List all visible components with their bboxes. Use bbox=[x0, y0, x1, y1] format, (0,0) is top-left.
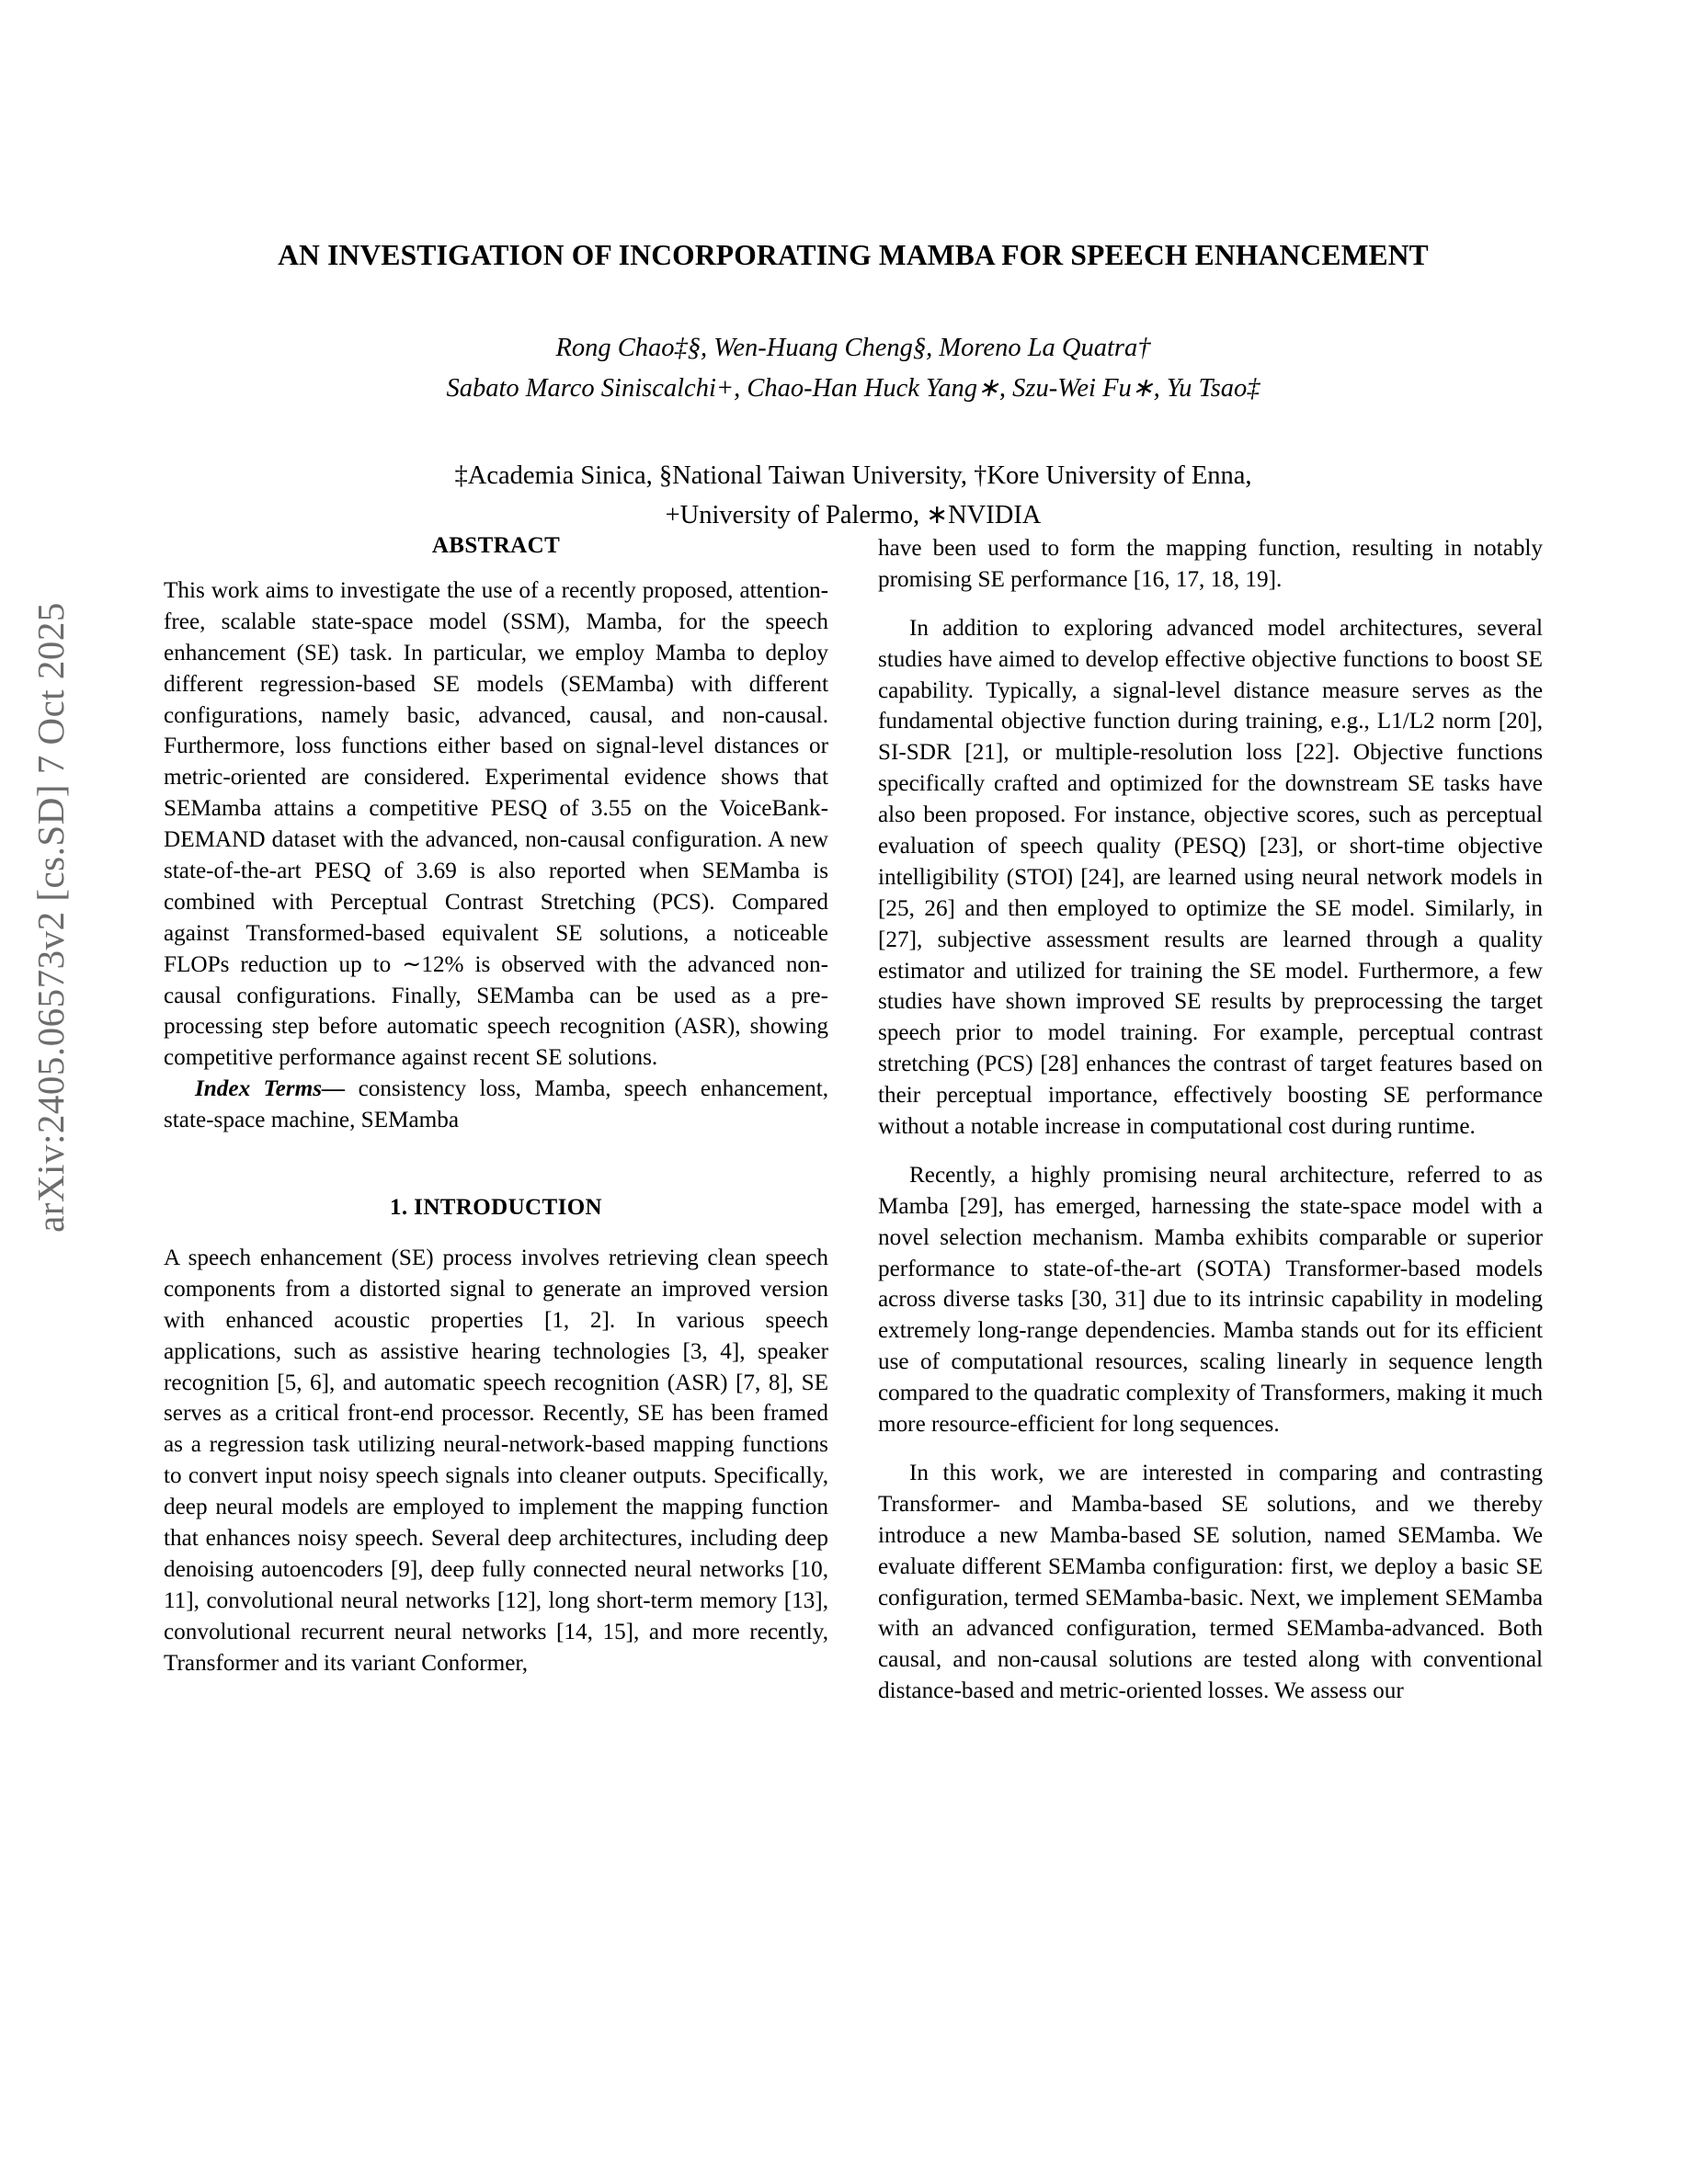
intro-paragraph-4: Recently, a highly promising neural architecture, referred to as Mamba [29], has emerged, harnessing the state-space model with a novel selection mechanism. Mamba exhibits comparable or superior performance to state-of-the-art (SOTA) Transformer-based models across diverse tasks [30, 31] due to its intrinsic capability in modeling extremely long-range dependencies. Mamba stands out for its efficient use of computational resources, scaling linearly in sequence length compared to the quadratic complexity of Transformers, making it much more resource-efficient for long sequences. bbox=[878, 1162, 1543, 1438]
author-line-2: Sabato Marco Siniscalchi+, Chao-Han Huck Yang∗, Szu-Wei Fu∗, Yu Tsao‡ bbox=[446, 374, 1260, 404]
author-line-1: Rong Chao‡§, Wen-Huang Cheng§, Moreno La Quatra† bbox=[555, 333, 1151, 362]
intro-paragraph-1: A speech enhancement (SE) process involves retrieving clean speech components from a distorted signal to generate an improved version with enhanced acoustic properties [1, 2]. In various speech applications, such as assistive hearing technologies [3, 4], speaker recognition [5, 6], and automatic speech recognition (ASR) [7, 8], SE serves as a critical front-end processor. Recently, SE has been framed as a regression task utilizing neural-network-based mapping functions to convert input noisy speech signals into cleaner outputs. Specifically, deep neural models are employed to implement the mapping function that enhances noisy speech. Several deep architectures, including deep denoising autoencoders [9], deep fully connected neural networks [10, 11], convolutional neural networks [12], long short-term memory [13], convolutional recurrent neural networks [14, 15], and more recently, Transformer and its variant Conformer, bbox=[164, 1246, 828, 1676]
affiliation-line-1: ‡Academia Sinica, §National Taiwan University, †Kore University of Enna, bbox=[454, 461, 1252, 491]
abstract-heading: ABSTRACT bbox=[431, 533, 561, 558]
arxiv-identifier-stamp bbox=[0, 0, 101, 2184]
arxiv-identifier-text: arXiv:2405.06573v2 [cs.SD] 7 Oct 2025 bbox=[29, 602, 72, 1233]
author-list bbox=[164, 328, 1543, 409]
intro-paragraph-5: In this work, we are interested in comparing and contrasting Transformer- and Mamba-based SE solutions, and we thereby introduce a new Mamba-based SE solution, named SEMamba. We evaluate different SEMamba configuration: first, we deploy a basic SE configuration, termed SEMamba-basic. Next, we implement SEMamba with an advanced configuration, termed SEMamba-advanced. Both causal, and non-causal solutions are tested along with conventional distance-based and metric-oriented losses. We assess our bbox=[878, 1460, 1543, 1704]
affiliation-line-2: +University of Palermo, ∗NVIDIA bbox=[665, 501, 1042, 530]
index-terms-text: consistency loss, Mamba, speech enhancement, state-space machine, SEMamba bbox=[164, 1076, 828, 1133]
two-column-body bbox=[164, 533, 1543, 1707]
index-terms-paragraph bbox=[164, 1074, 828, 1136]
right-column bbox=[878, 533, 1543, 1707]
index-terms-label: Index Terms— bbox=[195, 1076, 346, 1102]
left-column bbox=[164, 533, 828, 1707]
intro-paragraph-2: have been used to form the mapping function, resulting in notably promising SE performance [16, 17, 18, 19]. bbox=[878, 536, 1543, 592]
intro-paragraph-3: In addition to exploring advanced model architectures, several studies have aimed to develop effective objective functions to boost SE capability. Typically, a signal-level distance measure serves as the fundamental objective function during training, e.g., L1/L2 norm [20], SI-SDR [21], or multiple-resolution loss [22]. Objective functions specifically crafted and optimized for the downstream SE tasks have also been proposed. For instance, objective scores, such as perceptual evaluation of speech quality (PESQ) [23], or short-time objective intelligibility (STOI) [24], are learned using neural network models in [25, 26] and then employed to optimize the SE model. Similarly, in [27], subjective assessment results are learned through a quality estimator and utilized for training the SE model. Furthermore, a few studies have shown improved SE results by preprocessing the target speech prior to model training. For example, perceptual contrast stretching (PCS) [28] enhances the contrast of target features based on their perceptual importance, effectively boosting SE performance without a notable increase in computational cost during runtime. bbox=[878, 615, 1543, 1140]
page-title: AN INVESTIGATION OF INCORPORATING MAMBA FOR SPEECH ENHANCEMENT bbox=[278, 239, 1429, 271]
introduction-heading: 1. INTRODUCTION bbox=[389, 1195, 603, 1221]
abstract-text: This work aims to investigate the use of a recently proposed, attention-free, scalable state-space model (SSM), Mamba, for the speech enhancement (SE) task. In particular, we employ Mamba to deploy different regression-based SE models (SEMamba) with different configurations, namely basic, advanced, causal, and non-causal. Furthermore, loss functions either based on signal-level distances or metric-oriented are considered. Experimental evidence shows that SEMamba attains a competitive PESQ of 3.55 on the VoiceBank-DEMAND dataset with the advanced, non-causal configuration. A new state-of-the-art PESQ of 3.69 is also reported when SEMamba is combined with Perceptual Contrast Stretching (PCS). Compared against Transformed-based equivalent SE solutions, a noticeable FLOPs reduction up to ∼12% is observed with the advanced non-causal configurations. Finally, SEMamba can be used as a pre-processing step before automatic speech recognition (ASR), showing competitive performance against recent SE solutions. bbox=[164, 578, 828, 1071]
affiliation-list bbox=[164, 457, 1543, 536]
page-content bbox=[164, 0, 1543, 2184]
